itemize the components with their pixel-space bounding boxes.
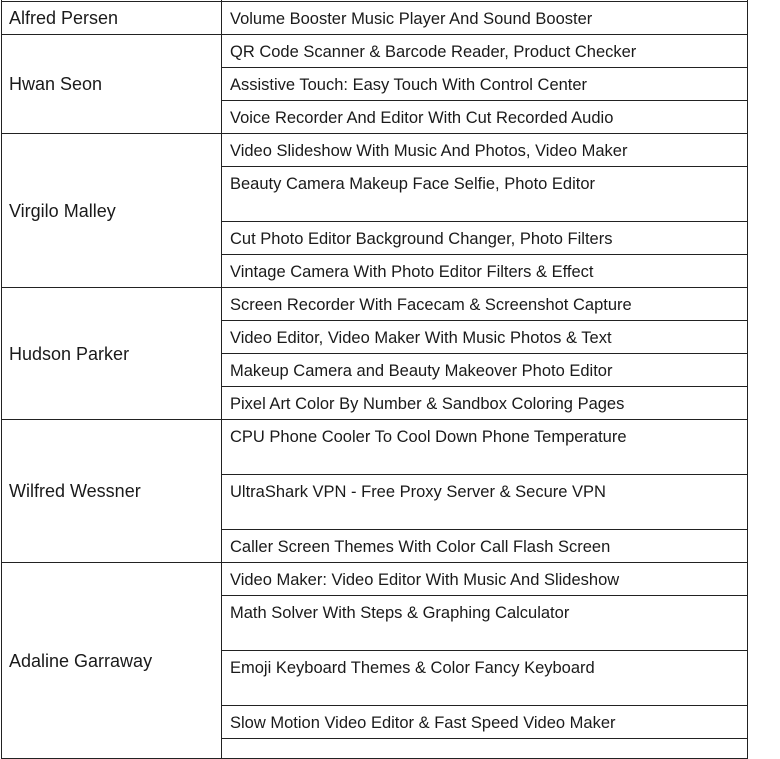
developer-name-cell: Hudson Parker bbox=[2, 288, 222, 420]
app-name-cell: UltraShark VPN - Free Proxy Server & Secure VPN bbox=[222, 475, 748, 530]
app-name-cell: Assistive Touch: Easy Touch With Control Center bbox=[222, 68, 748, 101]
app-name-cell: CPU Phone Cooler To Cool Down Phone Temperature bbox=[222, 420, 748, 475]
table-row bbox=[2, 420, 748, 475]
app-name-cell: Makeup Camera and Beauty Makeover Photo Editor bbox=[222, 354, 748, 387]
app-name-cell: Screen Recorder With Facecam & Screenshot Capture bbox=[222, 288, 748, 321]
developer-name-cell: Adaline Garraway bbox=[2, 563, 222, 759]
table-row bbox=[2, 35, 748, 68]
app-name-cell: Video Maker: Video Editor With Music And Slideshow bbox=[222, 563, 748, 596]
app-name-cell: Video Slideshow With Music And Photos, Video Maker bbox=[222, 134, 748, 167]
table-row bbox=[2, 563, 748, 596]
app-name-cell: Caller Screen Themes With Color Call Flash Screen bbox=[222, 530, 748, 563]
app-name-cell: Math Solver With Steps & Graphing Calculator bbox=[222, 596, 748, 651]
app-name-cell: Video Editor, Video Maker With Music Photos & Text bbox=[222, 321, 748, 354]
app-name-cell: Vintage Camera With Photo Editor Filters & Effect bbox=[222, 255, 748, 288]
app-name-cell: Voice Recorder And Editor With Cut Recorded Audio bbox=[222, 101, 748, 134]
app-name-cell: Volume Booster Music Player And Sound Booster bbox=[222, 2, 748, 35]
developer-name-cell: Virgilo Malley bbox=[2, 134, 222, 288]
app-name-cell: Beauty Camera Makeup Face Selfie, Photo Editor bbox=[222, 167, 748, 222]
table-row bbox=[2, 2, 748, 35]
table-row bbox=[2, 288, 748, 321]
developer-name-cell: Alfred Persen bbox=[2, 2, 222, 35]
app-name-cell bbox=[222, 739, 748, 759]
app-name-cell: QR Code Scanner & Barcode Reader, Product Checker bbox=[222, 35, 748, 68]
app-name-cell: Pixel Art Color By Number & Sandbox Coloring Pages bbox=[222, 387, 748, 420]
developer-apps-table bbox=[1, 0, 748, 759]
developer-name-cell: Wilfred Wessner bbox=[2, 420, 222, 563]
app-name-cell: Emoji Keyboard Themes & Color Fancy Keyboard bbox=[222, 651, 748, 706]
app-name-cell: Slow Motion Video Editor & Fast Speed Video Maker bbox=[222, 706, 748, 739]
table-body bbox=[2, 0, 748, 759]
table-row bbox=[2, 134, 748, 167]
developer-name-cell: Hwan Seon bbox=[2, 35, 222, 134]
app-name-cell: Cut Photo Editor Background Changer, Photo Filters bbox=[222, 222, 748, 255]
